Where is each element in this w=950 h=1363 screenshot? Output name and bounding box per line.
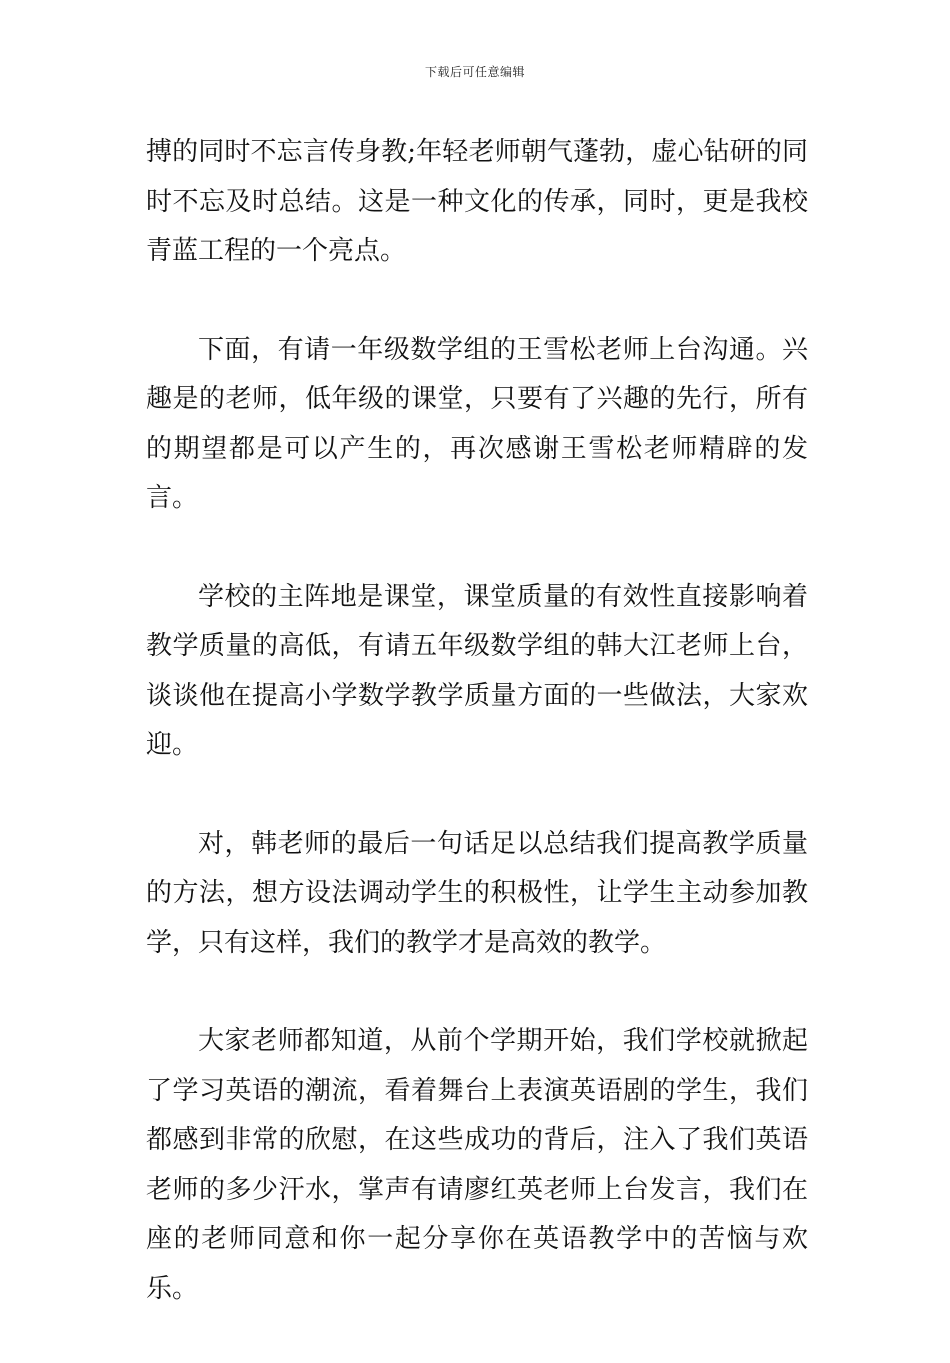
paragraph-teaching-quality: 对，韩老师的最后一句话足以总结我们提高教学质量的方法，想方设法调动学生的积极性，让学生主动参加教学，只有这样，我们的教学才是高效的教学。	[146, 828, 808, 958]
paragraph-wang-xuesong: 下面，有请一年级数学组的王雪松老师上台沟通。兴趣是的老师，低年级的课堂，只要有了兴趣的先行，所有的期望都是可以产生的，再次感谢王雪松老师精辟的发言。	[146, 334, 808, 513]
paragraph-english-teaching: 大家老师都知道，从前个学期开始，我们学校就掀起了学习英语的潮流，看着舞台上表演英语剧的学生，我们都感到非常的欣慰，在这些成功的背后，注入了我们英语老师的多少汗水，掌声有请廖红英老师上台发言，我们在座的老师同意和你一起分享你在英语教学中的苦恼与欢乐。	[146, 1026, 808, 1304]
paragraph-han-dajiang: 学校的主阵地是课堂，课堂质量的有效性直接影响着教学质量的高低，有请五年级数学组的韩大江老师上台，谈谈他在提高小学数学教学质量方面的一些做法，大家欢迎。	[146, 581, 808, 760]
document-body	[146, 128, 808, 1363]
page-header: 下载后可任意编辑	[424, 65, 525, 79]
paragraph-continued: 搏的同时不忘言传身教;年轻老师朝气蓬勃，虚心钻研的同时不忘及时总结。这是一种文化的传承，同时，更是我校青蓝工程的一个亮点。	[146, 137, 808, 266]
